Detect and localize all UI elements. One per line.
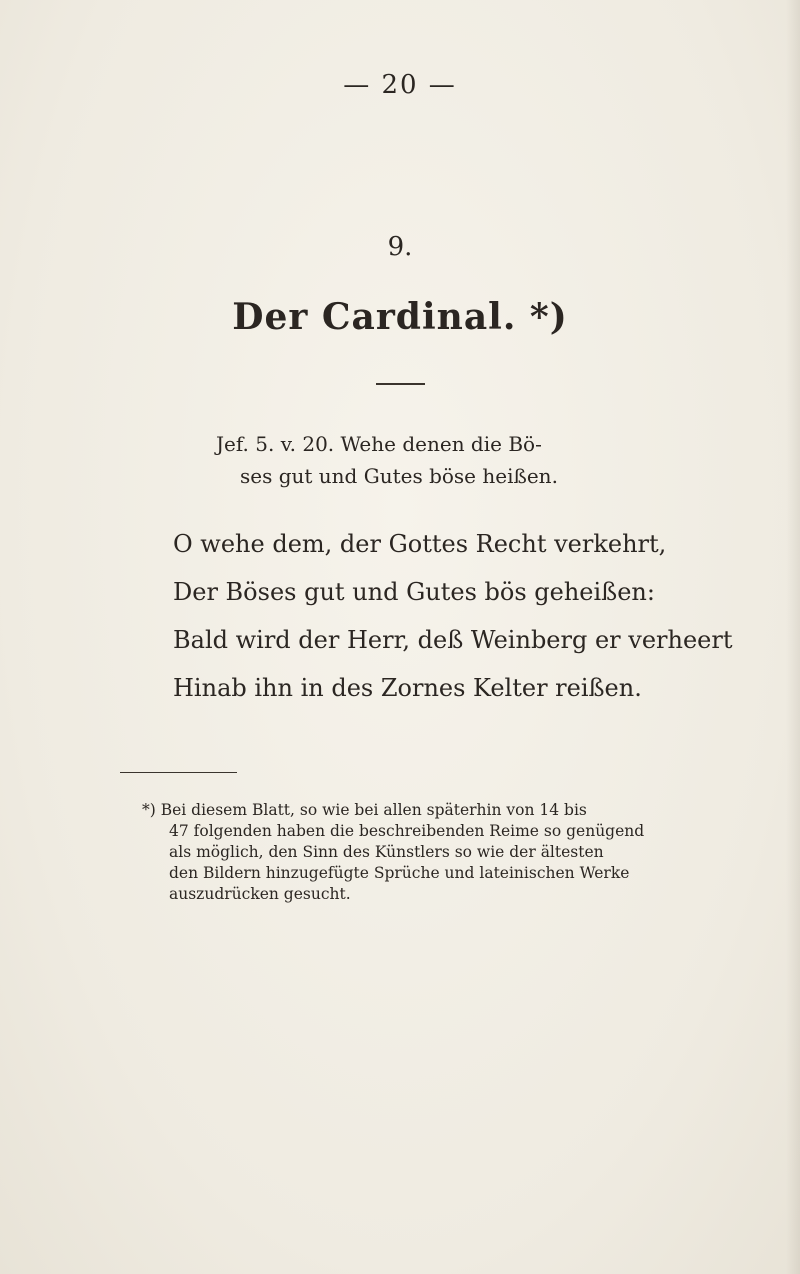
- epigraph: [216, 428, 656, 492]
- verse-line: Der Böses gut und Gutes bös geheißen:: [173, 578, 655, 606]
- footnote-line: 47 folgenden haben die beschreibenden Reime so genügend: [169, 822, 645, 840]
- footnote-line: als möglich, den Sinn des Künstlers so wie der ältesten: [169, 843, 604, 861]
- footnote-line: *) Bei diesem Blatt, so wie bei allen späterhin von 14 bis: [142, 801, 587, 819]
- verse-stanza: [173, 520, 733, 712]
- page-edge-shadow: [786, 0, 800, 1274]
- verse-line: Bald wird der Herr, deß Weinberg er verheert: [173, 626, 733, 654]
- footnote-line: auszudrücken gesucht.: [169, 885, 351, 903]
- footnote-line: den Bildern hinzugefügte Sprüche und lateinischen Werke: [169, 864, 630, 882]
- epigraph-line: ses gut und Gutes böse heißen.: [240, 464, 558, 488]
- epigraph-line: Jef. 5. v. 20. Wehe denen die Bö-: [216, 432, 542, 456]
- page-number: — 20 —: [343, 70, 457, 100]
- verse-line: Hinab ihn in des Zornes Kelter reißen.: [173, 674, 642, 702]
- title-divider: [376, 383, 425, 385]
- verse-line: O wehe dem, der Gottes Recht verkehrt,: [173, 530, 667, 558]
- footnote-divider: [120, 772, 237, 773]
- poem-title: Der Cardinal. *): [232, 296, 568, 338]
- footnote: [142, 800, 702, 905]
- poem-number: 9.: [387, 232, 413, 262]
